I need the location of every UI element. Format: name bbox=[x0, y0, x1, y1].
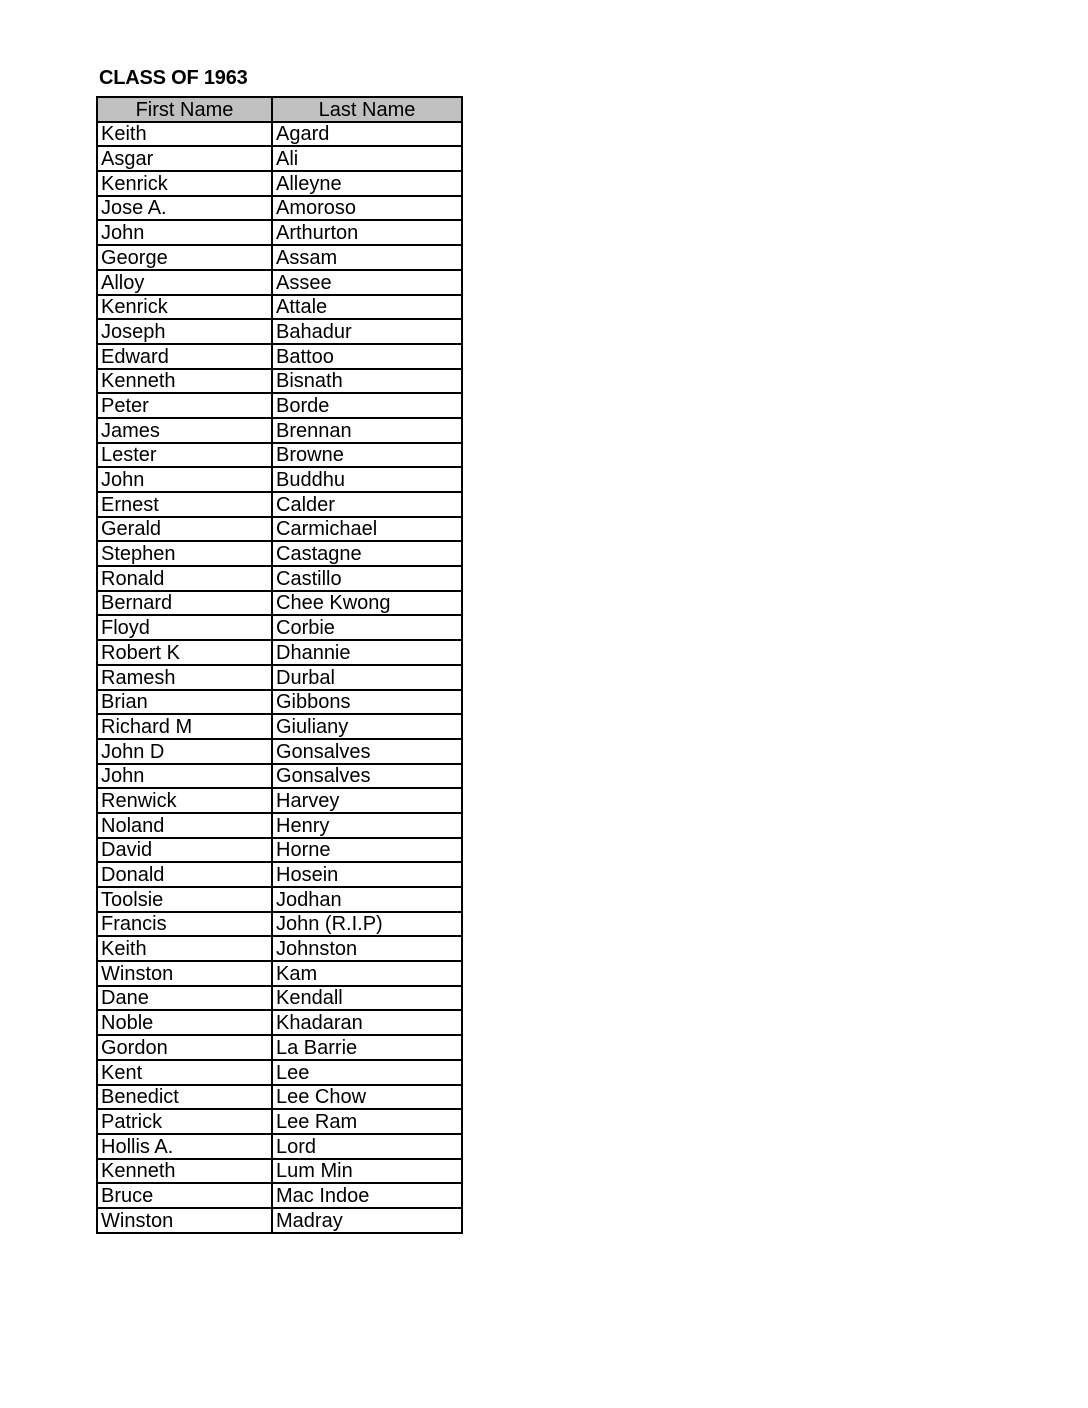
first-name-cell: Noland bbox=[97, 813, 272, 838]
column-header-last-name: Last Name bbox=[272, 97, 462, 122]
last-name-cell: Brennan bbox=[272, 418, 462, 443]
last-name-cell: Assee bbox=[272, 270, 462, 295]
last-name-cell: Chee Kwong bbox=[272, 591, 462, 616]
first-name-cell: Patrick bbox=[97, 1109, 272, 1134]
table-row bbox=[97, 862, 462, 887]
first-name-cell: Keith bbox=[97, 936, 272, 961]
first-name-cell: Gerald bbox=[97, 517, 272, 542]
first-name-cell: Asgar bbox=[97, 146, 272, 171]
last-name-cell: Borde bbox=[272, 393, 462, 418]
table-row bbox=[97, 492, 462, 517]
table-row bbox=[97, 912, 462, 937]
last-name-cell: Henry bbox=[272, 813, 462, 838]
last-name-cell: Gonsalves bbox=[272, 764, 462, 789]
table-row bbox=[97, 467, 462, 492]
last-name-cell: Madray bbox=[272, 1208, 462, 1233]
last-name-cell: Attale bbox=[272, 295, 462, 320]
table-row bbox=[97, 936, 462, 961]
first-name-cell: Benedict bbox=[97, 1085, 272, 1110]
table-row bbox=[97, 813, 462, 838]
table-row bbox=[97, 270, 462, 295]
table-row bbox=[97, 541, 462, 566]
last-name-cell: Battoo bbox=[272, 344, 462, 369]
first-name-cell: James bbox=[97, 418, 272, 443]
table-row bbox=[97, 393, 462, 418]
last-name-cell: Alleyne bbox=[272, 171, 462, 196]
page-title: CLASS OF 1963 bbox=[99, 67, 248, 89]
table-row bbox=[97, 838, 462, 863]
table-row bbox=[97, 788, 462, 813]
first-name-cell: Kenrick bbox=[97, 171, 272, 196]
table-row bbox=[97, 887, 462, 912]
last-name-cell: Kam bbox=[272, 961, 462, 986]
first-name-cell: Richard M bbox=[97, 714, 272, 739]
first-name-cell: Brian bbox=[97, 690, 272, 715]
first-name-cell: Toolsie bbox=[97, 887, 272, 912]
table-row bbox=[97, 517, 462, 542]
table-row bbox=[97, 146, 462, 171]
table-row bbox=[97, 245, 462, 270]
table-row bbox=[97, 1159, 462, 1184]
table-row bbox=[97, 1010, 462, 1035]
last-name-cell: Horne bbox=[272, 838, 462, 863]
table-row bbox=[97, 319, 462, 344]
table-row bbox=[97, 344, 462, 369]
header-row bbox=[97, 97, 462, 122]
last-name-cell: Lee Ram bbox=[272, 1109, 462, 1134]
first-name-cell: Kenrick bbox=[97, 295, 272, 320]
first-name-cell: Alloy bbox=[97, 270, 272, 295]
table-row bbox=[97, 1060, 462, 1085]
first-name-cell: Winston bbox=[97, 961, 272, 986]
table-row bbox=[97, 220, 462, 245]
first-name-cell: Robert K bbox=[97, 640, 272, 665]
last-name-cell: Johnston bbox=[272, 936, 462, 961]
last-name-cell: Giuliany bbox=[272, 714, 462, 739]
first-name-cell: Hollis A. bbox=[97, 1134, 272, 1159]
first-name-cell: George bbox=[97, 245, 272, 270]
table-row bbox=[97, 714, 462, 739]
last-name-cell: Kendall bbox=[272, 986, 462, 1011]
last-name-cell: Lord bbox=[272, 1134, 462, 1159]
first-name-cell: Francis bbox=[97, 912, 272, 937]
first-name-cell: Renwick bbox=[97, 788, 272, 813]
first-name-cell: Donald bbox=[97, 862, 272, 887]
last-name-cell: Harvey bbox=[272, 788, 462, 813]
first-name-cell: Lester bbox=[97, 443, 272, 468]
last-name-cell: Gonsalves bbox=[272, 739, 462, 764]
first-name-cell: John D bbox=[97, 739, 272, 764]
table-row bbox=[97, 690, 462, 715]
last-name-cell: Castillo bbox=[272, 566, 462, 591]
last-name-cell: Hosein bbox=[272, 862, 462, 887]
last-name-cell: Agard bbox=[272, 122, 462, 147]
table-row bbox=[97, 1134, 462, 1159]
table-row bbox=[97, 1109, 462, 1134]
last-name-cell: Lee Chow bbox=[272, 1085, 462, 1110]
first-name-cell: Gordon bbox=[97, 1035, 272, 1060]
first-name-cell: Ronald bbox=[97, 566, 272, 591]
last-name-cell: Ali bbox=[272, 146, 462, 171]
first-name-cell: Stephen bbox=[97, 541, 272, 566]
table-row bbox=[97, 196, 462, 221]
first-name-cell: Bruce bbox=[97, 1183, 272, 1208]
last-name-cell: Arthurton bbox=[272, 220, 462, 245]
first-name-cell: Kent bbox=[97, 1060, 272, 1085]
table-row bbox=[97, 1085, 462, 1110]
last-name-cell: Gibbons bbox=[272, 690, 462, 715]
table-row bbox=[97, 1035, 462, 1060]
last-name-cell: Jodhan bbox=[272, 887, 462, 912]
first-name-cell: John bbox=[97, 467, 272, 492]
table-row bbox=[97, 122, 462, 147]
last-name-cell: Calder bbox=[272, 492, 462, 517]
table-row bbox=[97, 615, 462, 640]
table-row bbox=[97, 443, 462, 468]
last-name-cell: Bahadur bbox=[272, 319, 462, 344]
last-name-cell: La Barrie bbox=[272, 1035, 462, 1060]
table-row bbox=[97, 1183, 462, 1208]
first-name-cell: Jose A. bbox=[97, 196, 272, 221]
last-name-cell: Buddhu bbox=[272, 467, 462, 492]
first-name-cell: Noble bbox=[97, 1010, 272, 1035]
table-row bbox=[97, 369, 462, 394]
last-name-cell: Carmichael bbox=[272, 517, 462, 542]
class-roster-table bbox=[96, 96, 463, 1234]
last-name-cell: Assam bbox=[272, 245, 462, 270]
last-name-cell: Dhannie bbox=[272, 640, 462, 665]
column-header-first-name: First Name bbox=[97, 97, 272, 122]
last-name-cell: Amoroso bbox=[272, 196, 462, 221]
first-name-cell: Dane bbox=[97, 986, 272, 1011]
table-row bbox=[97, 171, 462, 196]
last-name-cell: Durbal bbox=[272, 665, 462, 690]
first-name-cell: Edward bbox=[97, 344, 272, 369]
table-row bbox=[97, 665, 462, 690]
first-name-cell: John bbox=[97, 764, 272, 789]
first-name-cell: Ramesh bbox=[97, 665, 272, 690]
last-name-cell: Castagne bbox=[272, 541, 462, 566]
first-name-cell: Peter bbox=[97, 393, 272, 418]
first-name-cell: Keith bbox=[97, 122, 272, 147]
table-row bbox=[97, 739, 462, 764]
table-row bbox=[97, 418, 462, 443]
table-row bbox=[97, 591, 462, 616]
last-name-cell: John (R.I.P) bbox=[272, 912, 462, 937]
last-name-cell: Khadaran bbox=[272, 1010, 462, 1035]
table-row bbox=[97, 1208, 462, 1233]
table-row bbox=[97, 640, 462, 665]
table-row bbox=[97, 986, 462, 1011]
first-name-cell: Joseph bbox=[97, 319, 272, 344]
last-name-cell: Corbie bbox=[272, 615, 462, 640]
last-name-cell: Mac Indoe bbox=[272, 1183, 462, 1208]
last-name-cell: Lum Min bbox=[272, 1159, 462, 1184]
table-row bbox=[97, 764, 462, 789]
first-name-cell: John bbox=[97, 220, 272, 245]
first-name-cell: Bernard bbox=[97, 591, 272, 616]
table-row bbox=[97, 961, 462, 986]
first-name-cell: Ernest bbox=[97, 492, 272, 517]
table-row bbox=[97, 566, 462, 591]
table-row bbox=[97, 295, 462, 320]
first-name-cell: Kenneth bbox=[97, 369, 272, 394]
first-name-cell: David bbox=[97, 838, 272, 863]
first-name-cell: Winston bbox=[97, 1208, 272, 1233]
last-name-cell: Lee bbox=[272, 1060, 462, 1085]
roster-body bbox=[97, 122, 462, 1233]
first-name-cell: Floyd bbox=[97, 615, 272, 640]
last-name-cell: Bisnath bbox=[272, 369, 462, 394]
last-name-cell: Browne bbox=[272, 443, 462, 468]
first-name-cell: Kenneth bbox=[97, 1159, 272, 1184]
